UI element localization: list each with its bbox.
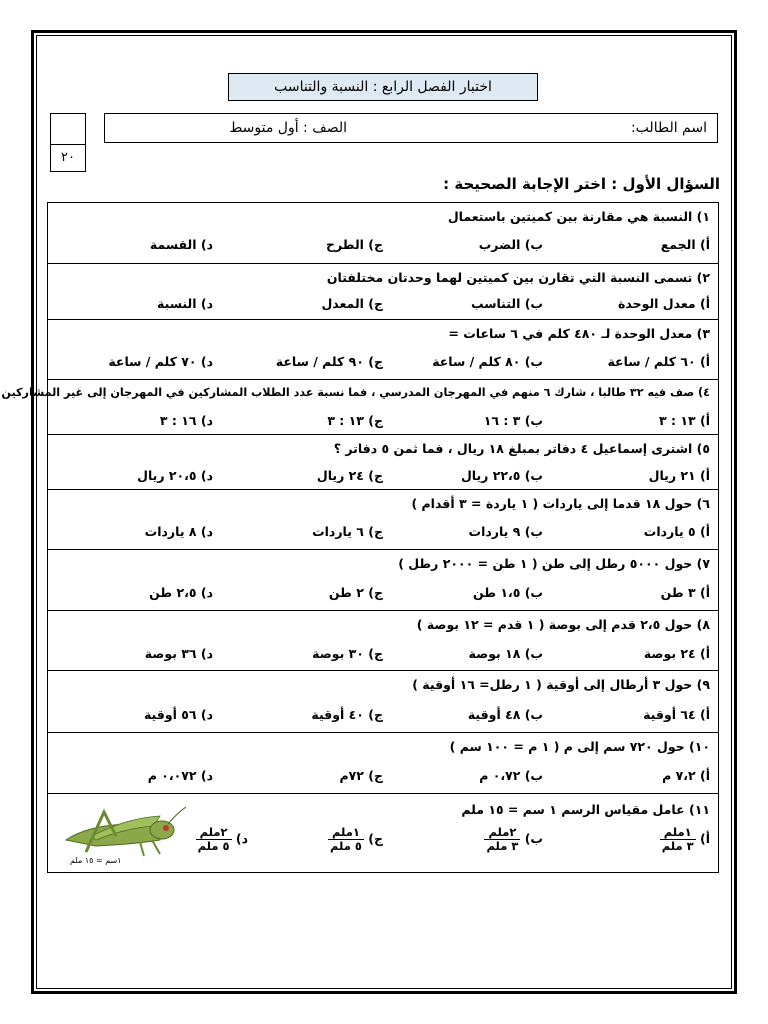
option-prefix: ب) bbox=[524, 831, 543, 846]
grade-label: الصف : أول متوسط bbox=[229, 120, 347, 136]
question-row bbox=[48, 320, 718, 380]
question-row bbox=[48, 203, 718, 264]
option-c[interactable] bbox=[328, 826, 383, 853]
question-row bbox=[48, 733, 718, 794]
fraction-numerator: ٢ملم bbox=[484, 826, 520, 840]
option-d[interactable]: د) ١٦ : ٣ bbox=[159, 413, 213, 428]
option-prefix: ج) bbox=[368, 831, 383, 846]
question-row bbox=[1, 380, 718, 435]
option-a[interactable]: أ) ٥ ياردات bbox=[643, 524, 710, 539]
question-stem: ٢) تسمى النسبة التي تقارن بين كميتين لهما وحدتان مختلفتان bbox=[326, 270, 710, 285]
fraction-numerator: ١ملم bbox=[660, 826, 696, 840]
exam-title: اختبار الفصل الرابع : النسبة والتناسب bbox=[228, 73, 538, 101]
question-stem: ٨) حول ٢،٥ قدم إلى بوصة ( ١ قدم = ١٢ بوصة ) bbox=[416, 617, 710, 632]
option-prefix: د) bbox=[235, 831, 248, 846]
option-prefix: أ) bbox=[700, 831, 710, 846]
fraction-denominator: ٥ ملم bbox=[197, 839, 230, 853]
fraction bbox=[660, 826, 696, 853]
question-stem: ٦) حول ١٨ قدما إلى ياردات ( ١ ياردة = ٣ أقدام ) bbox=[411, 496, 710, 511]
section-title: السؤال الأول : اختر الإجابة الصحيحة : bbox=[443, 175, 720, 193]
option-b[interactable]: ب) ٣ : ١٦ bbox=[483, 413, 543, 428]
question-stem: ٥) اشترى إسماعيل ٤ دفاتر بمبلغ ١٨ ريال ، فما ثمن ٥ دفاتر ؟ bbox=[333, 441, 710, 456]
question-stem: ١) النسبة هي مقارنة بين كميتين باستعمال bbox=[447, 209, 710, 224]
question-stem: ١٠) حول ٧٢٠ سم إلى م ( ١ م = ١٠٠ سم ) bbox=[449, 739, 710, 754]
option-c[interactable]: ج) ٩٠ كلم / ساعة bbox=[275, 354, 383, 369]
option-b[interactable]: ب) ٩ ياردات bbox=[468, 524, 543, 539]
questions-table bbox=[1, 202, 719, 873]
option-c[interactable]: ج) ١٣ : ٣ bbox=[327, 413, 383, 428]
score-total: ٢٠ bbox=[50, 144, 86, 172]
question-row bbox=[48, 611, 718, 671]
option-d[interactable]: د) ٥٦ أوقية bbox=[143, 707, 213, 722]
option-a[interactable]: أ) ١٣ : ٣ bbox=[659, 413, 710, 428]
question-row bbox=[48, 435, 718, 490]
option-b[interactable]: ب) ٤٨ أوقية bbox=[467, 707, 543, 722]
option-c[interactable]: ج) ٢ طن bbox=[328, 585, 383, 600]
option-a[interactable]: أ) معدل الوحدة bbox=[618, 296, 710, 311]
option-b[interactable]: ب) ١،٥ طن bbox=[472, 585, 543, 600]
option-c[interactable]: ج) ٤٠ أوقية bbox=[311, 707, 383, 722]
option-c[interactable]: ج) ٢٤ ريال bbox=[316, 468, 383, 483]
fraction-numerator: ١ملم bbox=[328, 826, 364, 840]
option-a[interactable]: أ) ٧،٢ م bbox=[662, 768, 710, 783]
option-a[interactable]: أ) ٦٠ كلم / ساعة bbox=[607, 354, 710, 369]
question-stem: ٣) معدل الوحدة لـ ٤٨٠ كلم في ٦ ساعات = bbox=[448, 326, 710, 341]
question-row bbox=[48, 550, 718, 611]
option-c[interactable]: ج) ٣٠ بوصة bbox=[312, 646, 383, 661]
option-b[interactable]: ب) الضرب bbox=[478, 237, 543, 252]
option-a[interactable]: أ) ٢٤ بوصة bbox=[643, 646, 710, 661]
option-d[interactable]: د) ٧٠ كلم / ساعة bbox=[108, 354, 213, 369]
option-c[interactable]: ج) المعدل bbox=[321, 296, 383, 311]
option-d[interactable]: د) ٨ ياردات bbox=[144, 524, 213, 539]
fraction bbox=[196, 826, 232, 853]
question-row bbox=[48, 671, 718, 733]
option-b[interactable]: ب) ٢٢،٥ ريال bbox=[460, 468, 543, 483]
option-d[interactable]: د) القسمة bbox=[149, 237, 213, 252]
fraction bbox=[484, 826, 520, 853]
fraction-denominator: ٣ ملم bbox=[661, 839, 694, 853]
option-c[interactable]: ج) ٧٢م bbox=[339, 768, 383, 783]
option-a[interactable]: أ) ٢١ ريال bbox=[648, 468, 710, 483]
fraction-numerator: ٢ملم bbox=[196, 826, 232, 840]
option-b[interactable]: ب) التناسب bbox=[470, 296, 543, 311]
question-row bbox=[48, 264, 718, 320]
question-row bbox=[48, 490, 718, 550]
option-d[interactable]: د) ٢،٥ طن bbox=[149, 585, 213, 600]
option-c[interactable]: ج) الطرح bbox=[325, 237, 383, 252]
fraction bbox=[328, 826, 364, 853]
fraction-denominator: ٣ ملم bbox=[486, 839, 519, 853]
option-b[interactable]: ب) ١٨ بوصة bbox=[468, 646, 543, 661]
option-d[interactable]: د) ٠،٠٧٢ م bbox=[147, 768, 213, 783]
option-a[interactable] bbox=[660, 826, 710, 853]
option-d[interactable]: د) النسبة bbox=[157, 296, 213, 311]
option-b[interactable]: ب) ٨٠ كلم / ساعة bbox=[432, 354, 543, 369]
option-a[interactable]: أ) ٦٤ أوقية bbox=[643, 707, 710, 722]
option-c[interactable]: ج) ٦ ياردات bbox=[312, 524, 383, 539]
image-caption: ١سم = ١٥ ملم bbox=[70, 856, 122, 865]
option-d[interactable]: د) ٢٠،٥ ريال bbox=[137, 468, 213, 483]
question-stem: ١١) عامل مقياس الرسم ١ سم = ١٥ ملم bbox=[461, 802, 710, 817]
score-input-box[interactable] bbox=[50, 113, 86, 145]
student-name-label: اسم الطالب: bbox=[630, 120, 707, 136]
option-b[interactable] bbox=[484, 826, 543, 853]
option-d[interactable] bbox=[196, 826, 248, 853]
option-a[interactable]: أ) ٣ طن bbox=[660, 585, 710, 600]
option-a[interactable]: أ) الجمع bbox=[660, 237, 710, 252]
fraction-denominator: ٥ ملم bbox=[330, 839, 362, 853]
question-stem: ٤) صف فيه ٣٢ طالبا ، شارك ٦ منهم في المهرجان المدرسي ، فما نسبة عدد الطلاب المشاركين في المهرجان إلى غير المشاركين bbox=[1, 386, 710, 399]
student-info-box bbox=[104, 113, 718, 143]
question-stem: ٧) حول ٥٠٠٠ رطل إلى طن ( ١ طن = ٢٠٠٠ رطل ) bbox=[398, 556, 710, 571]
option-b[interactable]: ب) ٠،٧٢ م bbox=[479, 768, 543, 783]
question-row bbox=[48, 794, 718, 874]
question-stem: ٩) حول ٣ أرطال إلى أوقية ( ١ رطل= ١٦ أوقية ) bbox=[412, 677, 710, 692]
option-d[interactable]: د) ٣٦ بوصة bbox=[144, 646, 213, 661]
